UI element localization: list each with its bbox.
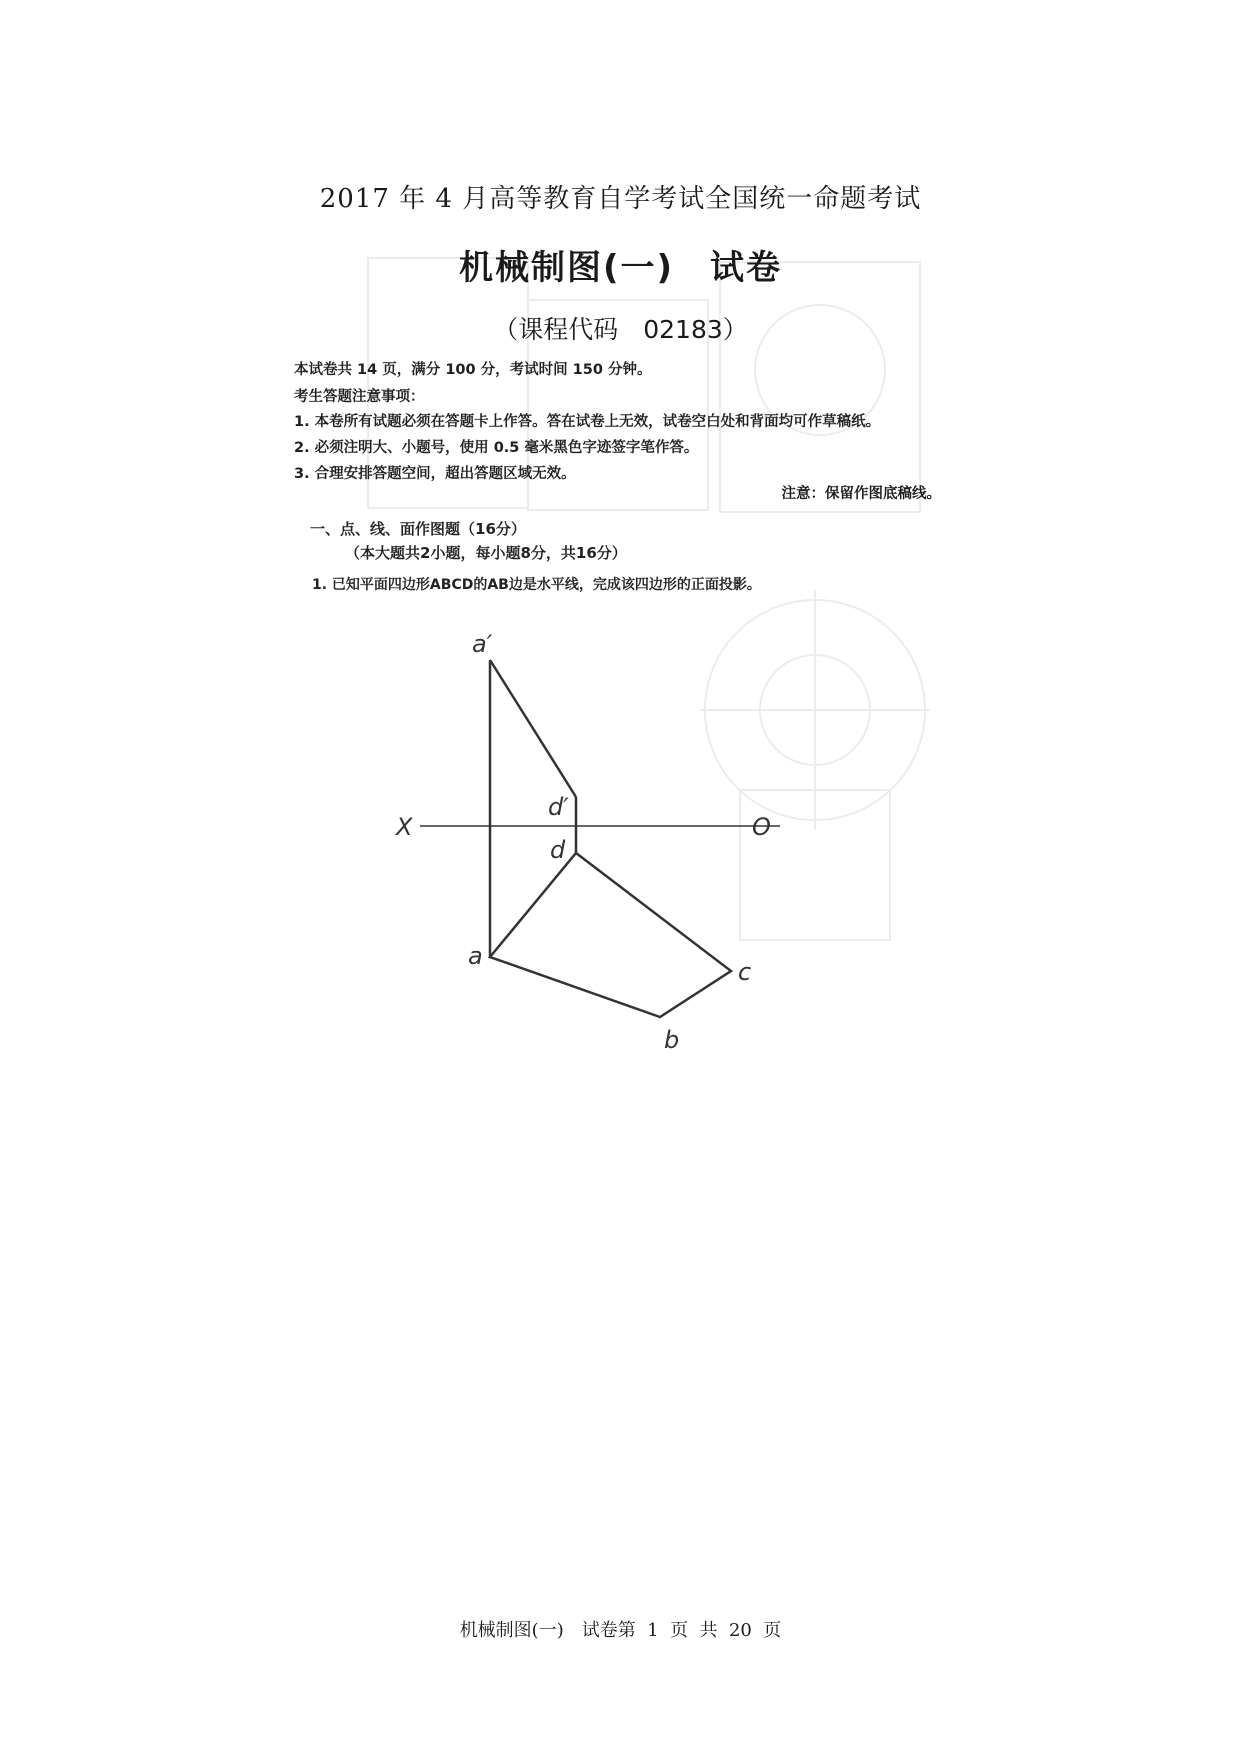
exam-title: 2017 年 4 月高等教育自学考试全国统一命题考试: [319, 184, 922, 214]
projection-figure: [390, 625, 780, 1060]
label-origin: O: [752, 813, 771, 841]
notice-item-1: 1. 本卷所有试题必须在答题卡上作答。答在试卷上无效，试卷空白处和背面均可作草稿纸。: [294, 414, 881, 430]
question-1-text: 1. 已知平面四边形ABCD的AB边是水平线，完成该四边形的正面投影。: [312, 577, 761, 593]
label-a-prime: a′: [472, 630, 493, 658]
section-title: 一、点、线、面作图题（16分）: [310, 520, 526, 538]
label-a: a: [468, 942, 483, 970]
page-footer: [0, 1616, 1241, 1642]
draft-note: 注意：保留作图底稿线。: [781, 486, 941, 502]
label-c: c: [738, 958, 752, 986]
paper-title: 机械制图(一) 试卷: [458, 248, 783, 288]
edge-a-prime-d-prime: [490, 660, 576, 797]
label-x-axis: X: [396, 813, 413, 841]
section-subtitle: （本大题共2小题，每小题8分，共16分）: [345, 544, 627, 562]
notice-item-3: 3. 合理安排答题空间，超出答题区域无效。: [294, 466, 576, 482]
quadrilateral-abcd: [490, 853, 731, 1017]
label-d: d: [550, 836, 566, 864]
exam-summary: 本试卷共 14 页，满分 100 分，考试时间 150 分钟。: [294, 362, 652, 378]
notice-item-2: 2. 必须注明大、小题号，使用 0.5 毫米黑色字迹签字笔作答。: [294, 440, 699, 456]
course-code: （课程代码 02183）: [493, 315, 748, 344]
notice-heading: 考生答题注意事项：: [294, 389, 425, 405]
label-b: b: [664, 1026, 680, 1054]
label-d-prime: d′: [548, 793, 569, 821]
footer-text: 机械制图(一) 试卷第 1 页 共 20 页: [459, 1620, 782, 1641]
